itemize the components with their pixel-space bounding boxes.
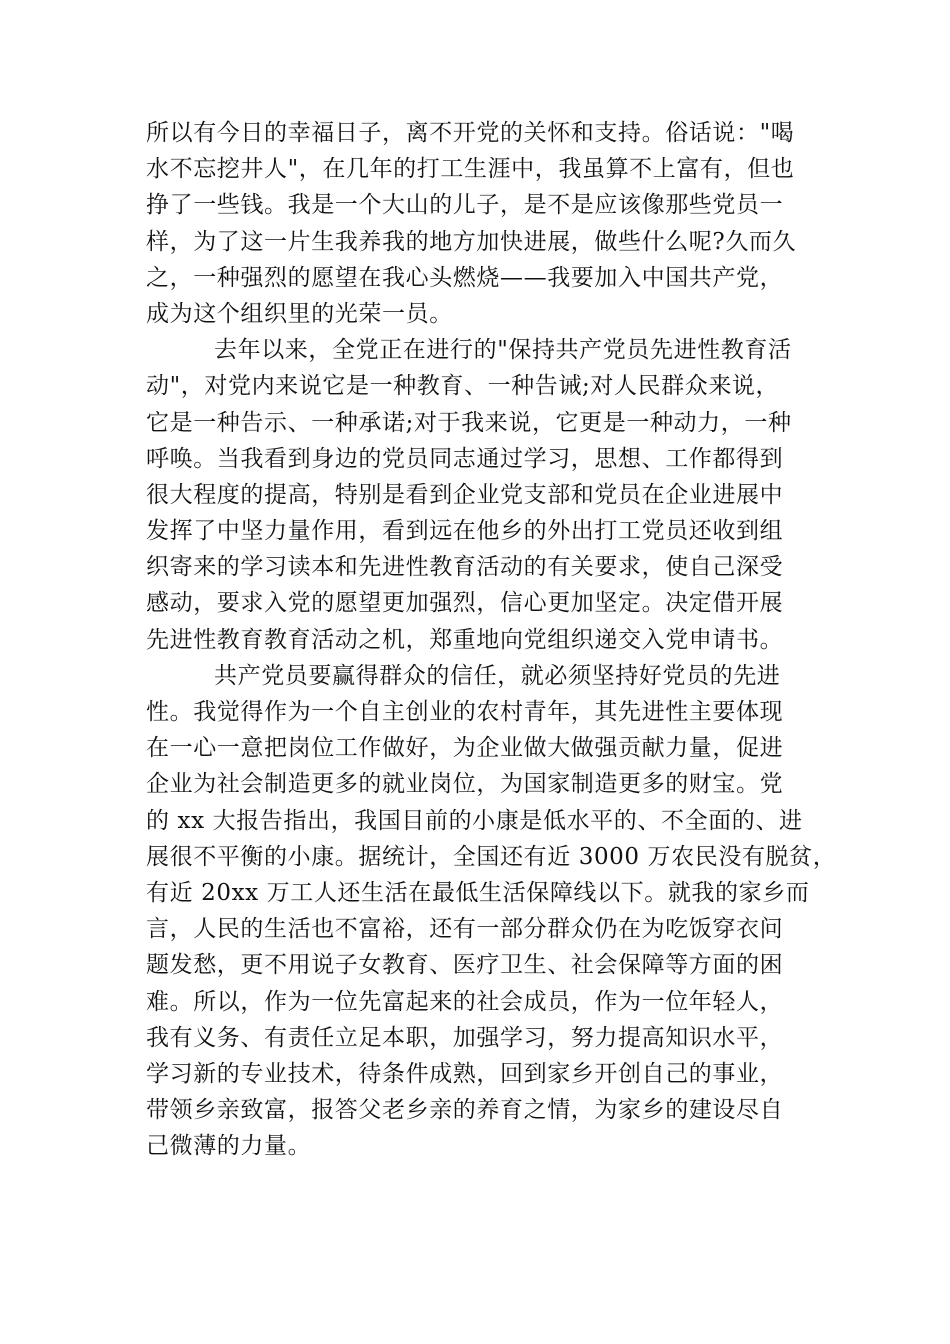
text-line: 呼唤。当我看到身边的党员同志通过学习，思想、工作都得到	[146, 445, 784, 472]
text-line: 言，人民的生活也不富裕，还有一部分群众仍在为吃饭穿衣问	[146, 916, 784, 943]
text-line: 在一心一意把岗位工作做好，为企业做大做强贡献力量，促进	[146, 735, 784, 762]
text-line: 它是一种告示、一种承诺;对于我来说，它更是一种动力，一种	[146, 409, 792, 436]
text-line: 己微薄的力量。	[146, 1133, 312, 1160]
paragraph-3	[146, 658, 837, 1165]
text-line: 题发愁，更不用说子女教育、医疗卫生、社会保障等方面的困	[146, 952, 784, 979]
text-line: 所以有今日的幸福日子，离不开党的关怀和支持。俗话说："喝	[146, 120, 795, 146]
text-line: 的 xx 大报告指出，我国目前的小康是低水平的、不全面的、进	[146, 807, 803, 834]
text-line: 成为这个组织里的光荣一员。	[146, 300, 453, 327]
text-line: 很大程度的提高，特别是看到企业党支部和党员在企业进展中	[146, 481, 784, 508]
text-line: 之，一种强烈的愿望在我心头燃烧——我要加入中国共产党，	[146, 264, 784, 291]
text-line: 带领乡亲致富，报答父老乡亲的养育之情，为家乡的建设尽自	[146, 1097, 784, 1124]
text-line: 动"，对党内来说它是一种教育、一种告诫;对人民群众来说，	[146, 373, 780, 400]
text-line: 性。我觉得作为一个自主创业的农村青年，其先进性主要体现	[146, 699, 784, 725]
text-line: 我有义务、有责任立足本职，加强学习，努力提高知识水平，	[146, 1024, 784, 1051]
text-line: 发挥了中坚力量作用，看到远在他乡的外出打工党员还收到组	[146, 518, 784, 545]
text-line: 展很不平衡的小康。据统计，全国还有近 3000 万农民没有脱贫，	[146, 843, 837, 870]
text-line: 共产党员要赢得群众的信任，就必须坚持好党员的先进	[214, 662, 781, 689]
paragraph-2	[146, 332, 826, 658]
text-line: 织寄来的学习读本和先进性教育活动的有关要求，使自己深受	[146, 554, 784, 581]
text-line: 有近 20xx 万工人还生活在最低生活保障线以下。就我的家乡而	[146, 879, 810, 906]
paragraph-1	[146, 115, 826, 332]
text-line: 难。所以，作为一位先富起来的社会成员，作为一位年轻人，	[146, 988, 784, 1015]
text-line: 先进性教育教育活动之机，郑重地向党组织递交入党申请书。	[146, 626, 784, 653]
document-body	[146, 115, 837, 1164]
text-line: 感动，要求入党的愿望更加强烈，信心更加坚定。决定借开展	[146, 590, 784, 617]
text-line: 企业为社会制造更多的就业岗位，为国家制造更多的财宝。党	[146, 771, 784, 798]
text-line: 去年以来，全党正在进行的"保持共产党员先进性教育活	[214, 337, 792, 364]
text-line: 挣了一些钱。我是一个大山的儿子，是不是应该像那些党员一	[146, 192, 784, 219]
text-line: 水不忘挖井人"，在几年的打工生涯中，我虽算不上富有，但也	[146, 156, 795, 183]
text-line: 样，为了这一片生我养我的地方加快进展，做些什么呢?久而久	[146, 228, 797, 255]
text-line: 学习新的专业技术，待条件成熟，回到家乡开创自己的事业，	[146, 1060, 784, 1087]
